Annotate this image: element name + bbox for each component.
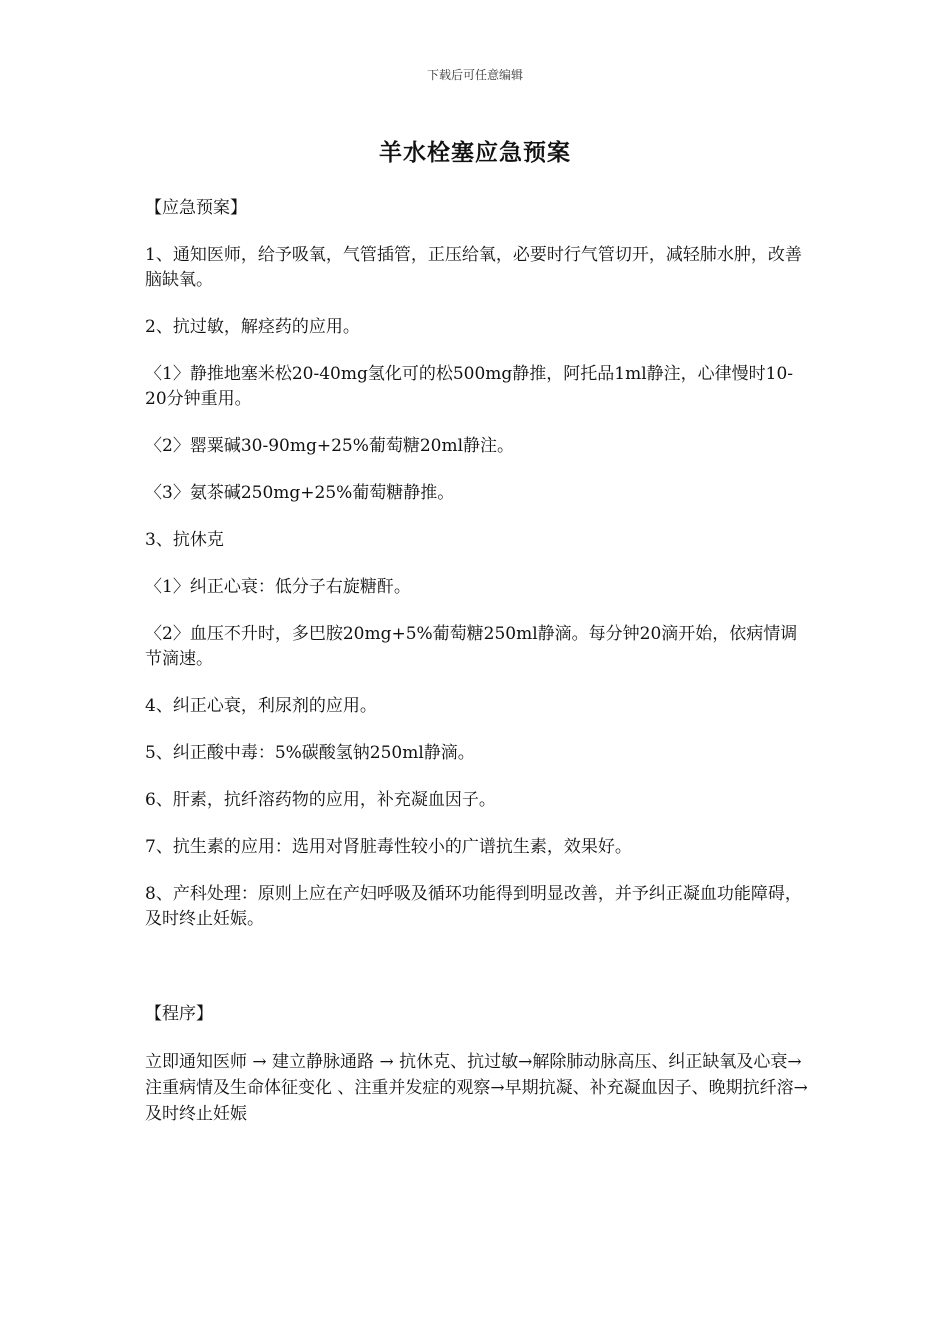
header-note: 下载后可任意编辑 bbox=[426, 68, 523, 82]
document-body bbox=[145, 196, 810, 1127]
plan-item-6: 6、肝素，抗纤溶药物的应用，补充凝血因子。 bbox=[145, 790, 496, 810]
plan-item-3-1: 〈1〉纠正心衰：低分子右旋糖酐。 bbox=[145, 577, 411, 597]
plan-item-4: 4、纠正心衰，利尿剂的应用。 bbox=[145, 696, 377, 716]
procedure-text: 立即通知医师 → 建立静脉通路 → 抗休克、抗过敏→解除肺动脉高压、纠正缺氧及心衰→ 注重病情及生命体征变化 、注重并发症的观察→早期抗凝、补充凝血因子、晚期抗纤溶→及时终止妊娠 bbox=[145, 1052, 808, 1124]
procedure-heading: 【程序】 bbox=[145, 1004, 213, 1024]
document-title: 羊水栓塞应急预案 bbox=[379, 140, 571, 166]
plan-heading: 【应急预案】 bbox=[145, 198, 247, 218]
plan-item-8: 8、产科处理：原则上应在产妇呼吸及循环功能得到明显改善，并予纠正凝血功能障碍，及时终止妊娠。 bbox=[145, 884, 802, 929]
plan-item-7: 7、抗生素的应用：选用对肾脏毒性较小的广谱抗生素，效果好。 bbox=[145, 837, 632, 857]
plan-item-2-1: 〈1〉静推地塞米松20-40mg氢化可的松500mg静推，阿托品1ml静注，心律慢时10-20分钟重用。 bbox=[145, 364, 794, 409]
plan-item-1: 1、通知医师，给予吸氧，气管插管，正压给氧，必要时行气管切开，减轻肺水肿，改善脑缺氧。 bbox=[145, 245, 802, 290]
section-spacer bbox=[145, 954, 810, 1002]
plan-item-2-2: 〈2〉罂粟碱30-90mg+25%葡萄糖20ml静注。 bbox=[145, 436, 515, 456]
plan-item-3: 3、抗休克 bbox=[145, 530, 224, 550]
plan-item-2-3: 〈3〉氨茶碱250mg+25%葡萄糖静推。 bbox=[145, 483, 455, 503]
plan-item-5: 5、纠正酸中毒：5%碳酸氢钠250ml静滴。 bbox=[145, 743, 475, 763]
plan-item-3-2: 〈2〉血压不升时，多巴胺20mg+5%葡萄糖250ml静滴。每分钟20滴开始，依病情调节滴速。 bbox=[145, 624, 798, 669]
plan-item-2: 2、抗过敏，解痉药的应用。 bbox=[145, 317, 360, 337]
